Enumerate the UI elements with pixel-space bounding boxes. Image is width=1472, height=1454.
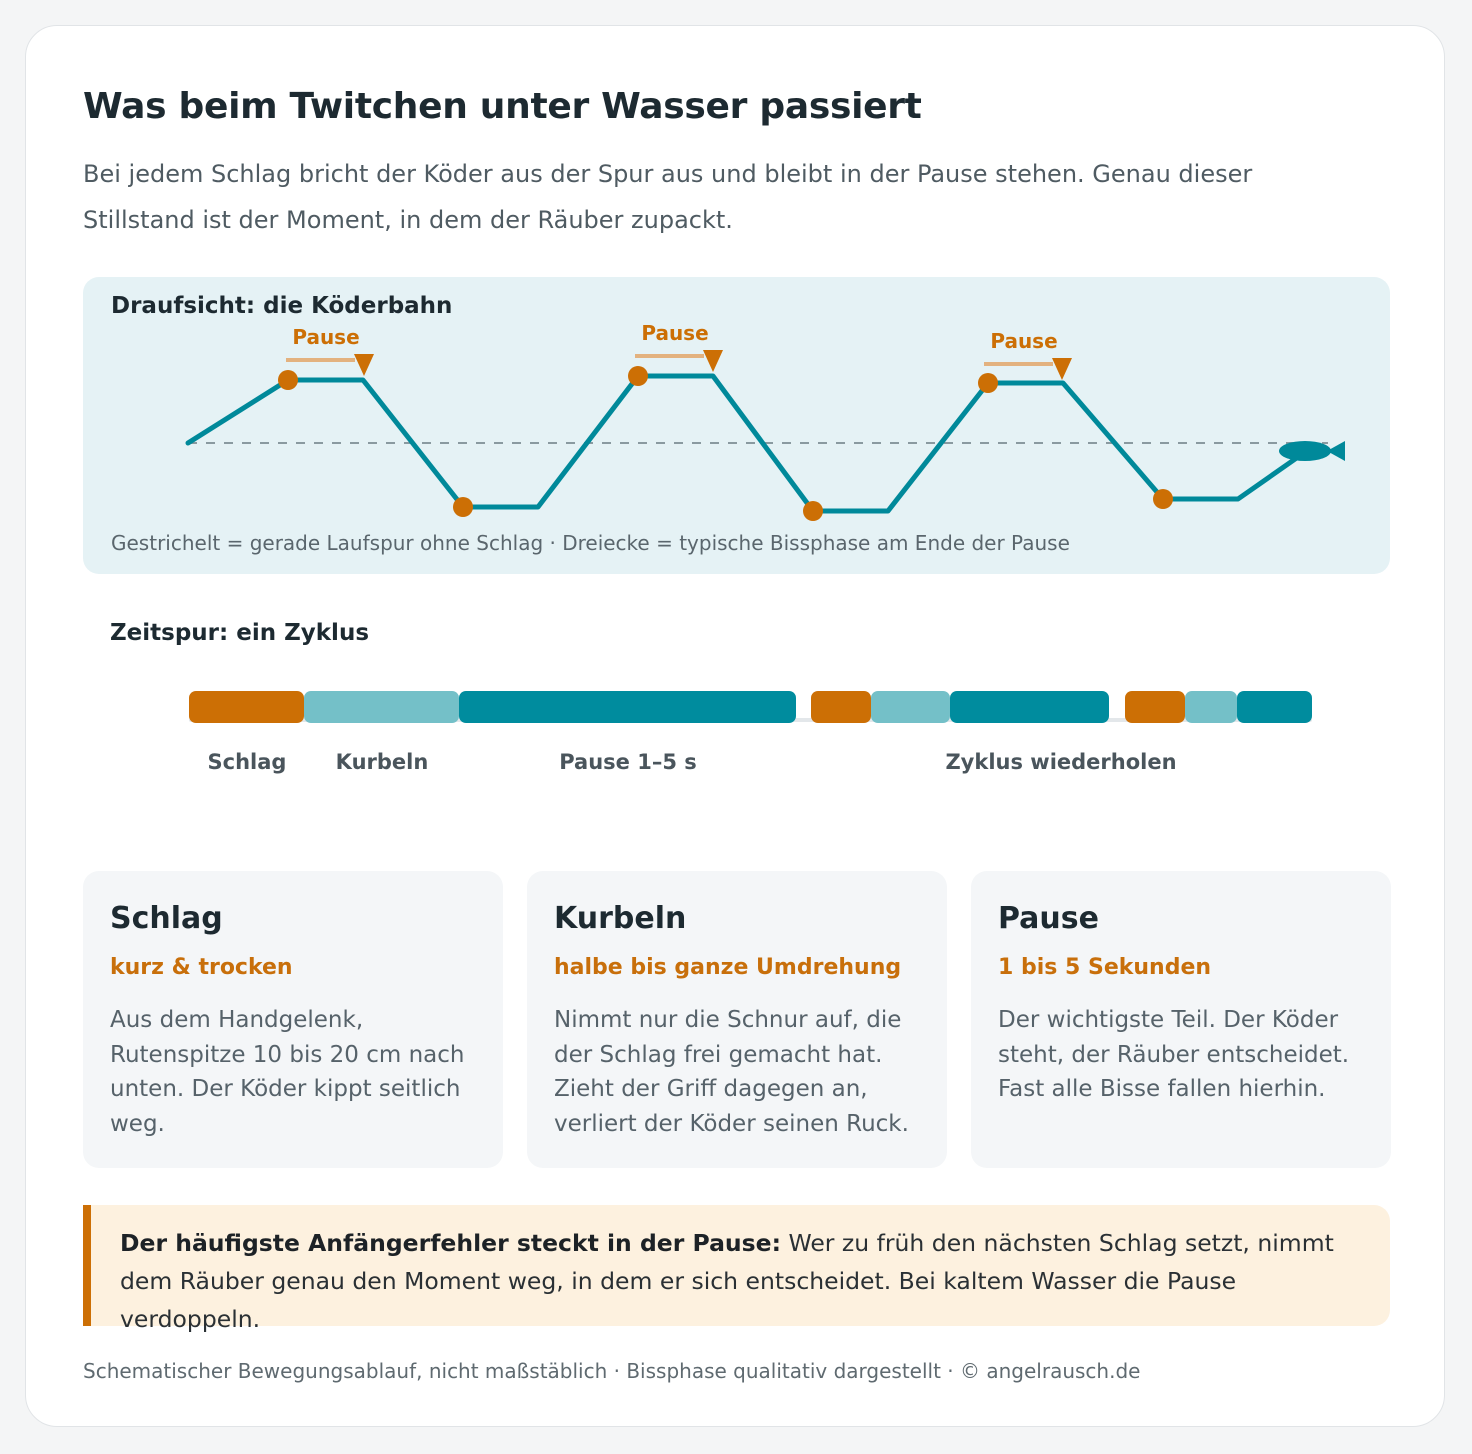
timeline-seg-schlag-3	[1125, 691, 1185, 723]
pause-label-3: Pause	[990, 329, 1058, 353]
info-card-schlag	[83, 871, 503, 1168]
infographic-card	[25, 25, 1445, 1427]
bite-triangle-1	[354, 354, 374, 376]
fish-lure-icon	[1279, 441, 1345, 461]
notice-bold-lead: Der häufigste Anfängerfehler steckt in der Pause:	[120, 1229, 781, 1257]
lure-path-diagram	[83, 277, 1390, 574]
info-card-kurbeln	[527, 871, 947, 1168]
timeline-seg-kurbeln-3	[1185, 691, 1237, 723]
info-card-subtitle: 1 bis 5 Sekunden	[998, 955, 1212, 980]
notice-body: Wer zu früh den nächsten Schlag setzt, nimmt dem Räuber genau den Moment weg, in dem er sich entscheidet. Bei kaltem Wasser die Pause verdoppeln.	[120, 1229, 1334, 1333]
timeline-seg-kurbeln-2	[871, 691, 950, 723]
strike-dot-2	[453, 497, 473, 517]
topview-panel	[83, 277, 1390, 574]
info-card-title: Kurbeln	[554, 901, 687, 936]
info-card-title: Schlag	[110, 901, 223, 936]
info-card-body: Der wichtigste Teil. Der Köder steht, der Räuber entscheidet. Fast alle Bisse fallen hierhin.	[998, 1007, 1350, 1102]
timeline-seg-kurbeln-1	[304, 691, 459, 723]
strike-dot-3	[628, 366, 648, 386]
pause-label-2: Pause	[641, 321, 709, 345]
timeline-seg-pause-3	[1237, 691, 1312, 723]
footer-credit: Schematischer Bewegungsablauf, nicht maßstäblich · Bissphase qualitativ dargestellt · © angelrausch.de	[83, 1359, 1141, 1383]
timeline-seg-schlag-2	[811, 691, 871, 723]
info-card-body: Aus dem Handgelenk, Rutenspitze 10 bis 20 cm nach unten. Der Köder kippt seitlich weg.	[110, 1007, 465, 1137]
bite-triangle-2	[703, 350, 723, 372]
cycle-timeline	[189, 691, 1312, 725]
timeline-label-repeat: Zyklus wiederholen	[945, 750, 1177, 774]
strike-dot-6	[1153, 489, 1173, 509]
intro-text: Bei jedem Schlag bricht der Köder aus der Spur aus und bleibt in der Pause stehen. Genau dieser Stillstand ist der Moment, in dem der Räuber zupackt.	[83, 160, 1253, 234]
info-card-body: Nimmt nur die Schnur auf, die der Schlag frei gemacht hat. Zieht der Griff dagegen an, verliert der Köder seinen Ruck.	[554, 1007, 909, 1137]
info-card-subtitle: kurz & trocken	[110, 955, 293, 980]
page-title: Was beim Twitchen unter Wasser passiert	[83, 86, 922, 127]
notice-text	[120, 1224, 1370, 1338]
timeline-title: Zeitspur: ein Zyklus	[110, 620, 370, 646]
info-card-subtitle: halbe bis ganze Umdrehung	[554, 955, 902, 980]
topview-title: Draufsicht: die Köderbahn	[111, 293, 453, 319]
strike-dot-5	[978, 373, 998, 393]
timeline-label-pause: Pause 1–5 s	[559, 750, 697, 774]
topview-caption: Gestrichelt = gerade Laufspur ohne Schlag · Dreiecke = typische Bissphase am Ende der Pause	[111, 531, 1070, 555]
timeline-seg-pause-1	[459, 691, 796, 723]
strike-dot-1	[278, 370, 298, 390]
timeline-seg-schlag-1	[189, 691, 304, 723]
timeline-label-schlag: Schlag	[207, 750, 287, 774]
beginner-mistake-notice	[83, 1205, 1390, 1333]
pause-label-1: Pause	[292, 325, 360, 349]
info-card-pause	[971, 871, 1391, 1168]
timeline-seg-pause-2	[950, 691, 1109, 723]
info-card-title: Pause	[998, 901, 1099, 936]
bite-triangle-3	[1052, 358, 1072, 380]
timeline-label-kurbeln: Kurbeln	[335, 750, 429, 774]
strike-dot-4	[803, 501, 823, 521]
